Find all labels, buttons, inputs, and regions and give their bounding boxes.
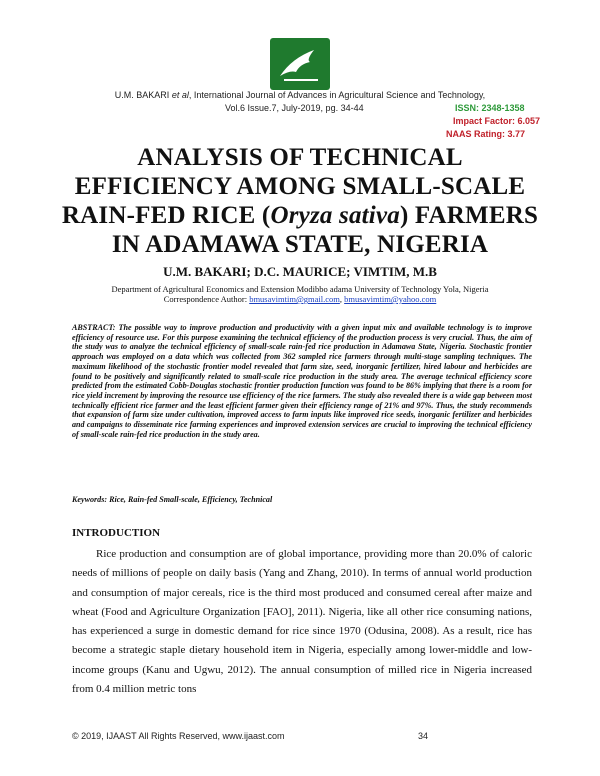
introduction-paragraph: Rice production and consumption are of global importance, providing more than 20.0% of caloric needs of millions of people on daily basis (Yang and Zhang, 2010). In terms of annual world production and consumption of major cereals, rice is the third most produced and consumed cereal after maize and wheat (Food and Agriculture Organization [FAO], 2011). Nigeria, like all other rice consuming nations, has experienced a surge in domestic demand for rice since 1970 (Odusina, 2008). As a result, rice has become a strategic staple dietary household item in Nigeria, especially among lower-middle and low-income groups (Kanu and Ugwu, 2012). The annual consumption of milled rice in Nigeria increased from 0.4 million metric tons (72, 548, 532, 696)
affiliation-text: Department of Agricultural Economics and Extension Modibbo adama University of Technology Yola, Nigeria (111, 284, 489, 294)
journal-logo-icon (270, 38, 330, 90)
page-number: 34 (418, 731, 429, 741)
journal-citation-line: U.M. BAKARI et al, International Journal of Advances in Agricultural Science and Technology, (114, 90, 486, 100)
naas-rating-label: NAAS Rating: 3.77 (446, 129, 526, 139)
email-link-yahoo[interactable]: bmusavimtim@yahoo.com (344, 294, 437, 304)
copyright-footer: © 2019, IJAAST All Rights Reserved, www.ijaast.com (72, 731, 285, 741)
keywords-line: Keywords: Rice, Rain-fed Small-scale, Efficiency, Technical (72, 495, 273, 504)
correspondence-line: Correspondence Author: bmusavimtim@gmail.com, bmusavimtim@yahoo.com (163, 294, 437, 304)
section-heading-introduction: INTRODUCTION (72, 527, 161, 539)
journal-volume-line: Vol.6 Issue.7, July-2019, pg. 34-44 (225, 103, 364, 113)
introduction-body (72, 545, 532, 699)
paper-title: ANALYSIS OF TECHNICAL EFFICIENCY AMONG SMALL-SCALE RAIN-FED RICE (Oryza sativa) FARMERS IN ADAMAWA STATE, NIGERIA (61, 144, 539, 258)
affiliation-block (0, 284, 600, 304)
email-link-gmail[interactable]: bmusavimtim@gmail.com (249, 294, 340, 304)
abstract-text: ABSTRACT: The possible way to improve production and productivity with a given input mix and available technology is to improve efficiency of resource use. For this purpose examining the technical efficiency of the production process is very crucial. Thus, the aim of the study was to analyze the technical efficiency of small-scale rain-fed rice production in Adamawa State, Nigeria. Stochastic frontier approach was employed on a data which was collected from 362 sampled rice farmers through multi-stage sampling techniques. The maximum likelihood of the stochastic frontier model revealed that farm size, seed, inorganic fertilizer, hired labour and herbicides are found to be positively and significantly related to small-scale rice production in the study area. The average technical efficiency score predicted from the estimated Cobb-Douglas stochastic frontier production function was found to be 86% implying that there is a room for rice yield increment by improving the resource use efficiency of the rice farmers. The study also revealed there is a wide gap between most technically efficient rice farmer and the least efficient farmer given their efficiency range of 21% and 97%. Thus, the study recommends that expansion of farm size under cultivation, improved access to farm inputs like improved rice seeds, inorganic fertilizer and herbicides and campaigns to disseminate rice farming experiences and improved extension services are crucial to improving the technical efficiency of small-scale rain-fed rice production in the study area. (72, 323, 532, 439)
author-list: U.M. BAKARI; D.C. MAURICE; VIMTIM, M.B (163, 264, 437, 279)
issn-label: ISSN: 2348-1358 (455, 103, 525, 113)
impact-factor-label: Impact Factor: 6.057 (453, 116, 541, 126)
